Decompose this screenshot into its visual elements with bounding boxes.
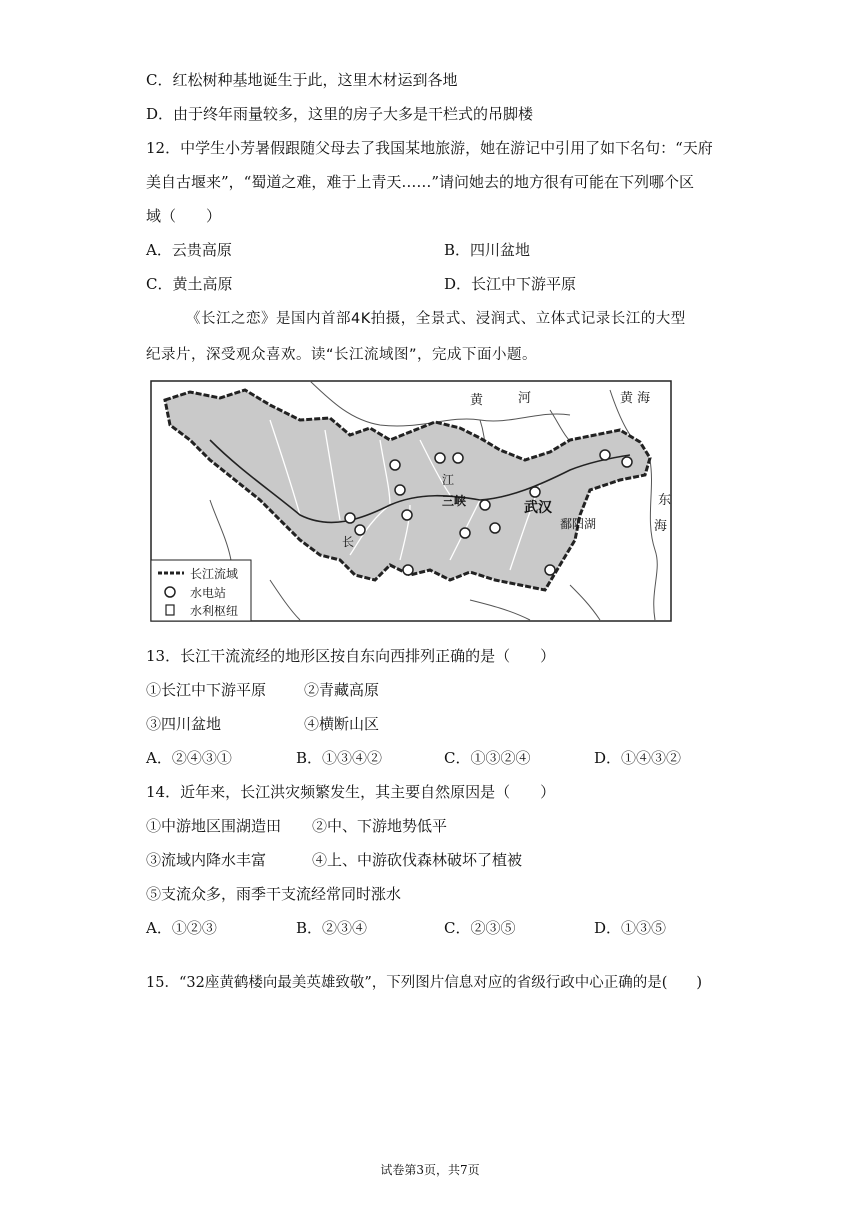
q12-option-c: C．黄土高原 [146,275,233,293]
q13-option-d: D．①④③② [594,749,682,767]
q14-option-c: C．②③⑤ [444,919,516,937]
label-chang: 长 [342,535,355,549]
q13-item3: ③四川盆地 [146,715,222,733]
q13-option-c: C．①③②④ [444,749,531,767]
q13-option-b: B．①③④② [296,749,383,767]
q12-stem-line1: 12．中学生小芳暑假跟随父母去了我国某地旅游，她在游记中引用了如下名句：“天府 [146,139,713,157]
q13-item4: ④横断山区 [304,715,380,733]
q14-option-b: B．②③④ [296,919,368,937]
label-hai: 海 [654,519,668,534]
q12-option-d: D．长江中下游平原 [444,275,577,293]
q11-option-c: C．红松树种基地诞生于此，这里木材运到各地 [146,71,458,89]
label-he: 河 [518,391,532,406]
yangtze-basin-map [150,380,672,622]
q14-option-d: D．①③⑤ [594,919,667,937]
material-intro-line1: 《长江之恋》是国内首部4K拍摄，全景式、浸润式、立体式记录长江的大型 [186,311,686,327]
q14-item5: ⑤支流众多，雨季干支流经常同时涨水 [146,885,402,903]
q11-option-d: D．由于终年雨量较多，这里的房子大多是干栏式的吊脚楼 [146,105,534,123]
label-poyang: 鄱阳湖 [560,517,597,531]
q12-stem-line2: 美自古堰来”，“蜀道之难，难于上青天……”请问她去的地方很有可能在下列哪个区 [146,173,695,191]
material-intro-line2: 纪录片，深受观众喜欢。读“长江流域图”，完成下面小题。 [146,347,538,363]
q14-stem: 14．近年来，长江洪灾频繁发生，其主要自然原因是（ ） [146,783,556,801]
label-huanghai: 黄 海 [620,391,651,406]
q14-item3: ③流域内降水丰富 [146,851,267,869]
q12-option-a: A．云贵高原 [146,241,232,259]
label-sanxia: 三峡 [442,494,467,508]
q13-item1: ①长江中下游平原 [146,681,267,699]
map-legend [151,560,251,621]
page-footer: 试卷第3页，共7页 [380,1163,480,1177]
q14-item1: ①中游地区围湖造田 [146,817,282,835]
legend-hydro: 水电站 [190,586,227,600]
q14-option-a: A．①②③ [146,919,217,937]
label-huang: 黄 [470,393,484,408]
q12-option-b: B．四川盆地 [444,241,531,259]
q14-item2: ②中、下游地势低平 [312,817,448,835]
dam-icon [166,605,174,615]
q15-stem: 15．“32座黄鹤楼向最美英雄致敬”，下列图片信息对应的省级行政中心正确的是( ) [146,975,703,991]
q13-stem: 13．长江干流流经的地形区按自东向西排列正确的是（ ） [146,647,556,665]
legend-hub: 水利枢纽 [190,604,239,618]
legend-basin: 长江流域 [190,567,239,581]
sun-icon [165,587,175,597]
q13-item2: ②青藏高原 [304,681,380,699]
q14-item4: ④上、中游砍伐森林破坏了植被 [312,851,523,869]
q12-stem-line3: 域（ ） [146,207,222,225]
label-wuhan: 武汉 [524,500,552,516]
label-jiang: 江 [442,473,455,487]
label-dong: 东 [658,493,672,508]
q13-option-a: A．②④③① [146,749,232,767]
